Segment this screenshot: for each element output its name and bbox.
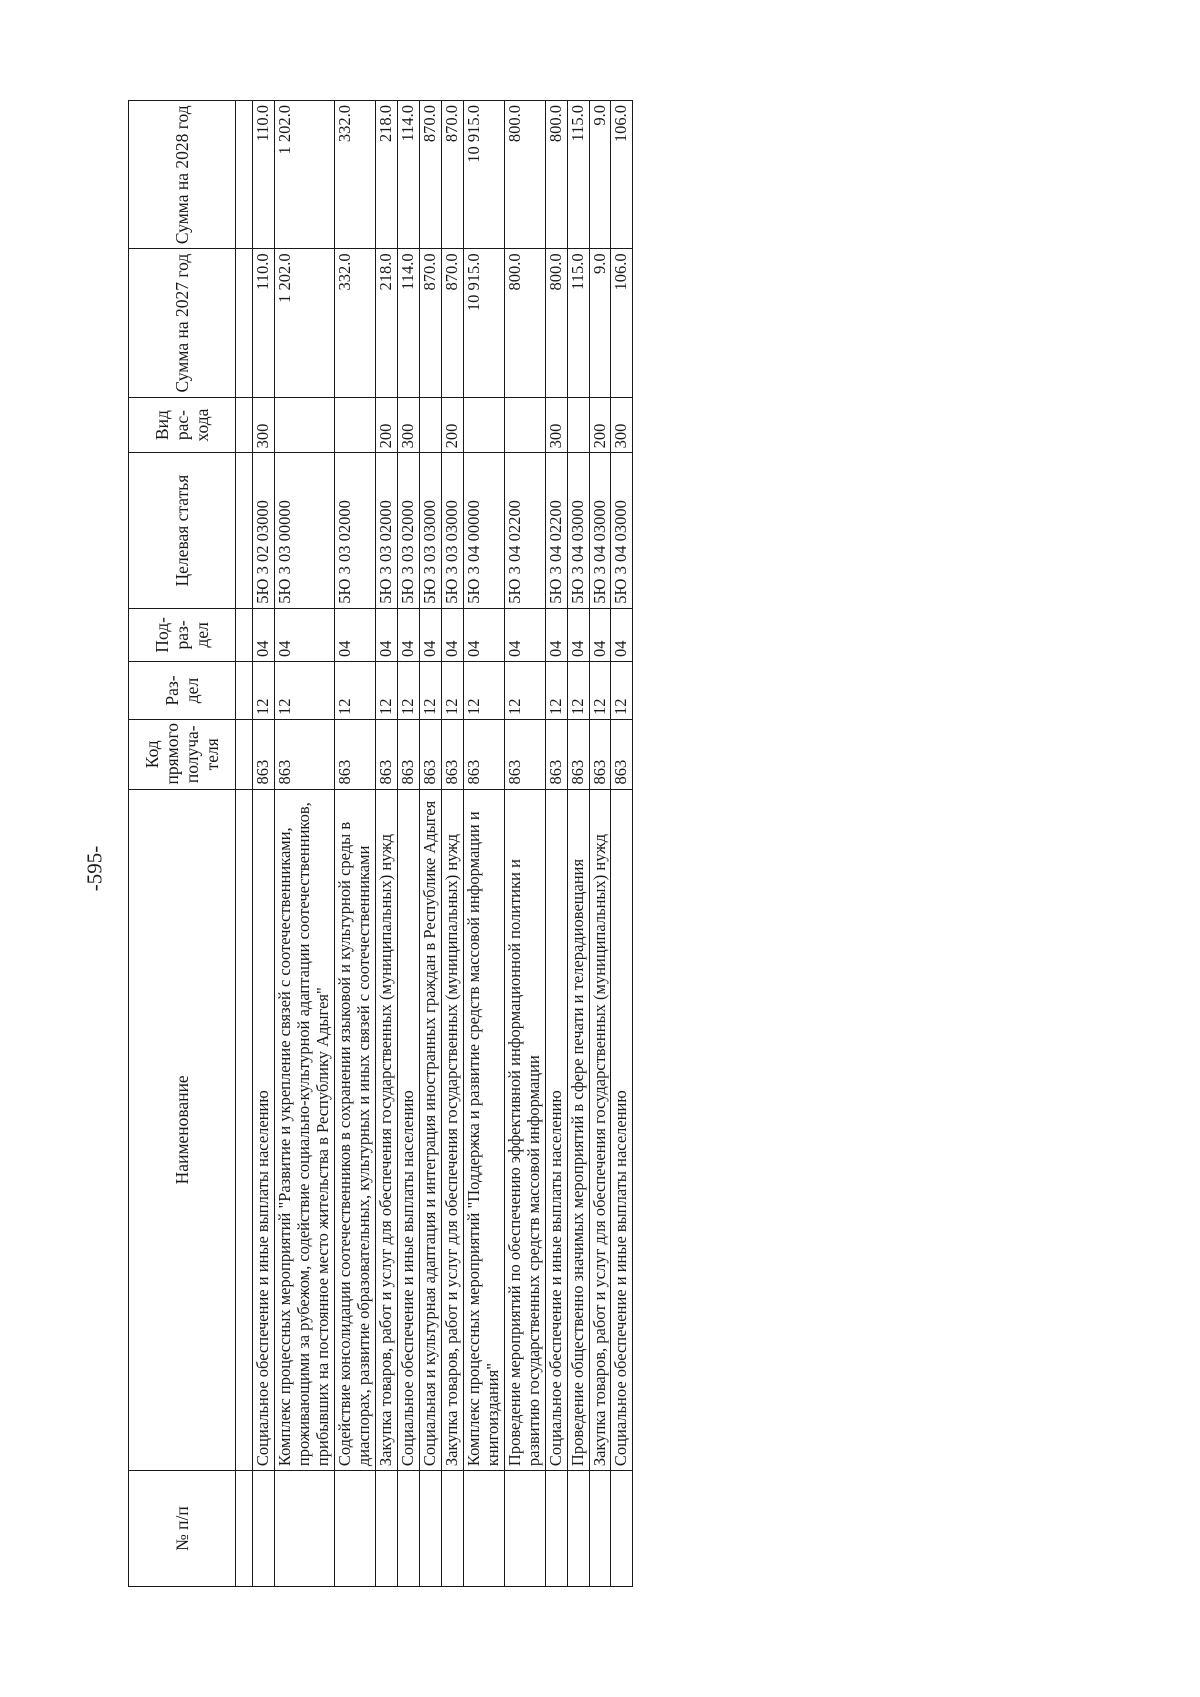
cell-num: [419, 1471, 441, 1587]
cell-podrazdel: 04: [567, 608, 589, 661]
page-number: -595-: [82, 845, 107, 892]
cell-podrazdel: 04: [419, 608, 441, 661]
header-podrazdel: Под-раз-дел: [129, 608, 236, 661]
cell-sum2028: 870.0: [419, 101, 441, 249]
cell-sum2028: 114.0: [397, 101, 419, 249]
cell-tselevaya: 5Ю 3 03 03000: [419, 453, 441, 608]
cell-sum2027: 332.0: [334, 249, 375, 397]
cell-vid: 300: [545, 397, 567, 453]
header-code: Код прямого получа-теля: [129, 719, 236, 789]
cell-tselevaya: 5Ю 3 04 02200: [545, 453, 567, 608]
cell-code: 863: [397, 719, 419, 789]
cell-sum2027: 10 915.0: [463, 249, 504, 397]
cell-tselevaya: 5Ю 3 03 03000: [441, 453, 463, 608]
cell-podrazdel: 04: [274, 608, 334, 661]
cell-code: 863: [274, 719, 334, 789]
cell-sum2027: 870.0: [441, 249, 463, 397]
cell-sum2028: 332.0: [334, 101, 375, 249]
header-num: № п/п: [129, 1471, 236, 1587]
cell-sum2027: 110.0: [253, 249, 275, 397]
cell-sum2027: 115.0: [567, 249, 589, 397]
table-row: [441, 101, 463, 1587]
table-row: [463, 101, 504, 1587]
cell-code: 863: [419, 719, 441, 789]
table-row-spacer: [236, 101, 253, 1587]
cell-num: [504, 1471, 545, 1587]
cell-code: 863: [441, 719, 463, 789]
cell-podrazdel: 04: [375, 608, 397, 661]
table-row: [545, 101, 567, 1587]
cell-podrazdel: 04: [253, 608, 275, 661]
cell-sum2027: 9.0: [589, 249, 611, 397]
header-sum2028: Сумма на 2028 год: [129, 101, 236, 249]
cell-tselevaya: 5Ю 3 04 03000: [567, 453, 589, 608]
cell-tselevaya: 5Ю 3 03 02000: [397, 453, 419, 608]
header-sum2027: Сумма на 2027 год: [129, 249, 236, 397]
cell-num: [545, 1471, 567, 1587]
cell-vid: [334, 397, 375, 453]
cell-tselevaya: 5Ю 3 04 02200: [504, 453, 545, 608]
cell-code: 863: [567, 719, 589, 789]
cell-tselevaya: 5Ю 3 04 00000: [463, 453, 504, 608]
cell-razdel: 12: [589, 662, 611, 720]
cell-vid: [567, 397, 589, 453]
cell-podrazdel: 04: [589, 608, 611, 661]
cell-vid: 200: [589, 397, 611, 453]
cell-vid: 300: [397, 397, 419, 453]
cell-name: Закупка товаров, работ и услуг для обеспечения государственных (муниципальных) нужд: [589, 789, 611, 1471]
cell-num: [463, 1471, 504, 1587]
cell-razdel: 12: [419, 662, 441, 720]
table-header-row: [129, 101, 236, 1587]
cell-name: Проведение мероприятий по обеспечению эффективной информационной политики и развитию государственных средств массовой информации: [504, 789, 545, 1471]
table-row: [375, 101, 397, 1587]
cell-sum2027: 106.0: [611, 249, 633, 397]
cell-razdel: 12: [274, 662, 334, 720]
cell-num: [441, 1471, 463, 1587]
budget-table: [128, 100, 633, 1587]
cell-code: 863: [545, 719, 567, 789]
cell-razdel: 12: [253, 662, 275, 720]
cell-podrazdel: 04: [463, 608, 504, 661]
table-row: [589, 101, 611, 1587]
cell-vid: [274, 397, 334, 453]
cell-razdel: 12: [567, 662, 589, 720]
cell-razdel: 12: [441, 662, 463, 720]
cell-code: 863: [334, 719, 375, 789]
cell-sum2028: 115.0: [567, 101, 589, 249]
cell-name: Социальное обеспечение и иные выплаты населению: [545, 789, 567, 1471]
cell-code: 863: [463, 719, 504, 789]
cell-name: Социальная и культурная адаптация и интеграция иностранных граждан в Республике Адыгея: [419, 789, 441, 1471]
cell-sum2027: 800.0: [545, 249, 567, 397]
cell-vid: 200: [441, 397, 463, 453]
cell-podrazdel: 04: [441, 608, 463, 661]
cell-sum2027: 870.0: [419, 249, 441, 397]
cell-sum2027: 114.0: [397, 249, 419, 397]
cell-vid: [463, 397, 504, 453]
cell-sum2027: 218.0: [375, 249, 397, 397]
table-row: [419, 101, 441, 1587]
cell-code: 863: [253, 719, 275, 789]
cell-podrazdel: 04: [397, 608, 419, 661]
cell-code: 863: [611, 719, 633, 789]
cell-sum2028: 106.0: [611, 101, 633, 249]
cell-vid: 200: [375, 397, 397, 453]
cell-razdel: 12: [611, 662, 633, 720]
cell-name: Закупка товаров, работ и услуг для обеспечения государственных (муниципальных) нужд: [375, 789, 397, 1471]
cell-code: 863: [504, 719, 545, 789]
cell-sum2028: 218.0: [375, 101, 397, 249]
cell-vid: [419, 397, 441, 453]
cell-num: [567, 1471, 589, 1587]
cell-name: Содействие консолидации соотечественников в сохранении языковой и культурной среды в диаспорах, развитие образовательных, культурных и иных связей с соотечественниками: [334, 789, 375, 1471]
cell-name: Социальное обеспечение и иные выплаты населению: [397, 789, 419, 1471]
cell-sum2028: 9.0: [589, 101, 611, 249]
cell-num: [334, 1471, 375, 1587]
cell-razdel: 12: [334, 662, 375, 720]
cell-name: Закупка товаров, работ и услуг для обеспечения государственных (муниципальных) нужд: [441, 789, 463, 1471]
cell-razdel: 12: [463, 662, 504, 720]
table-row: [611, 101, 633, 1587]
table-row: [274, 101, 334, 1587]
cell-razdel: 12: [397, 662, 419, 720]
cell-podrazdel: 04: [504, 608, 545, 661]
table-row: [567, 101, 589, 1587]
cell-code: 863: [375, 719, 397, 789]
cell-razdel: 12: [545, 662, 567, 720]
cell-sum2028: 110.0: [253, 101, 275, 249]
cell-name: Проведение общественно значимых мероприятий в сфере печати и телерадиовещания: [567, 789, 589, 1471]
cell-num: [589, 1471, 611, 1587]
cell-code: 863: [589, 719, 611, 789]
cell-vid: 300: [253, 397, 275, 453]
rotated-table-wrapper: [128, 100, 1183, 1587]
cell-num: [253, 1471, 275, 1587]
cell-sum2028: 10 915.0: [463, 101, 504, 249]
cell-num: [611, 1471, 633, 1587]
table-row: [504, 101, 545, 1587]
cell-vid: 300: [611, 397, 633, 453]
header-vid: Вид рас-хода: [129, 397, 236, 453]
cell-tselevaya: 5Ю 3 04 03000: [589, 453, 611, 608]
header-name: Наименование: [129, 789, 236, 1471]
cell-sum2027: 800.0: [504, 249, 545, 397]
cell-num: [397, 1471, 419, 1587]
cell-podrazdel: 04: [334, 608, 375, 661]
cell-razdel: 12: [504, 662, 545, 720]
table-row: [397, 101, 419, 1587]
cell-sum2028: 800.0: [545, 101, 567, 249]
cell-sum2028: 1 202.0: [274, 101, 334, 249]
cell-name: Комплекс процессных мероприятий "Развитие и укрепление связей с соотечественниками, проживающими за рубежом, содействие социально-культурной адаптации соотечественников, прибывших на постоянное место жительства в Республику Адыгея": [274, 789, 334, 1471]
cell-name: Социальное обеспечение и иные выплаты населению: [253, 789, 275, 1471]
header-tselevaya: Целевая статья: [129, 453, 236, 608]
cell-tselevaya: 5Ю 3 03 02000: [334, 453, 375, 608]
cell-sum2028: 800.0: [504, 101, 545, 249]
cell-num: [274, 1471, 334, 1587]
table-row: [253, 101, 275, 1587]
cell-podrazdel: 04: [611, 608, 633, 661]
cell-tselevaya: 5Ю 3 03 00000: [274, 453, 334, 608]
cell-tselevaya: 5Ю 3 03 02000: [375, 453, 397, 608]
cell-name: Комплекс процессных мероприятий "Поддержка и развитие средств массовой информации и книгоиздания": [463, 789, 504, 1471]
cell-name: Социальное обеспечение и иные выплаты населению: [611, 789, 633, 1471]
cell-tselevaya: 5Ю 3 02 03000: [253, 453, 275, 608]
cell-tselevaya: 5Ю 3 04 03000: [611, 453, 633, 608]
header-razdel: Раз-дел: [129, 662, 236, 720]
cell-vid: [504, 397, 545, 453]
cell-num: [375, 1471, 397, 1587]
cell-podrazdel: 04: [545, 608, 567, 661]
cell-sum2028: 870.0: [441, 101, 463, 249]
cell-sum2027: 1 202.0: [274, 249, 334, 397]
cell-razdel: 12: [375, 662, 397, 720]
table-row: [334, 101, 375, 1587]
